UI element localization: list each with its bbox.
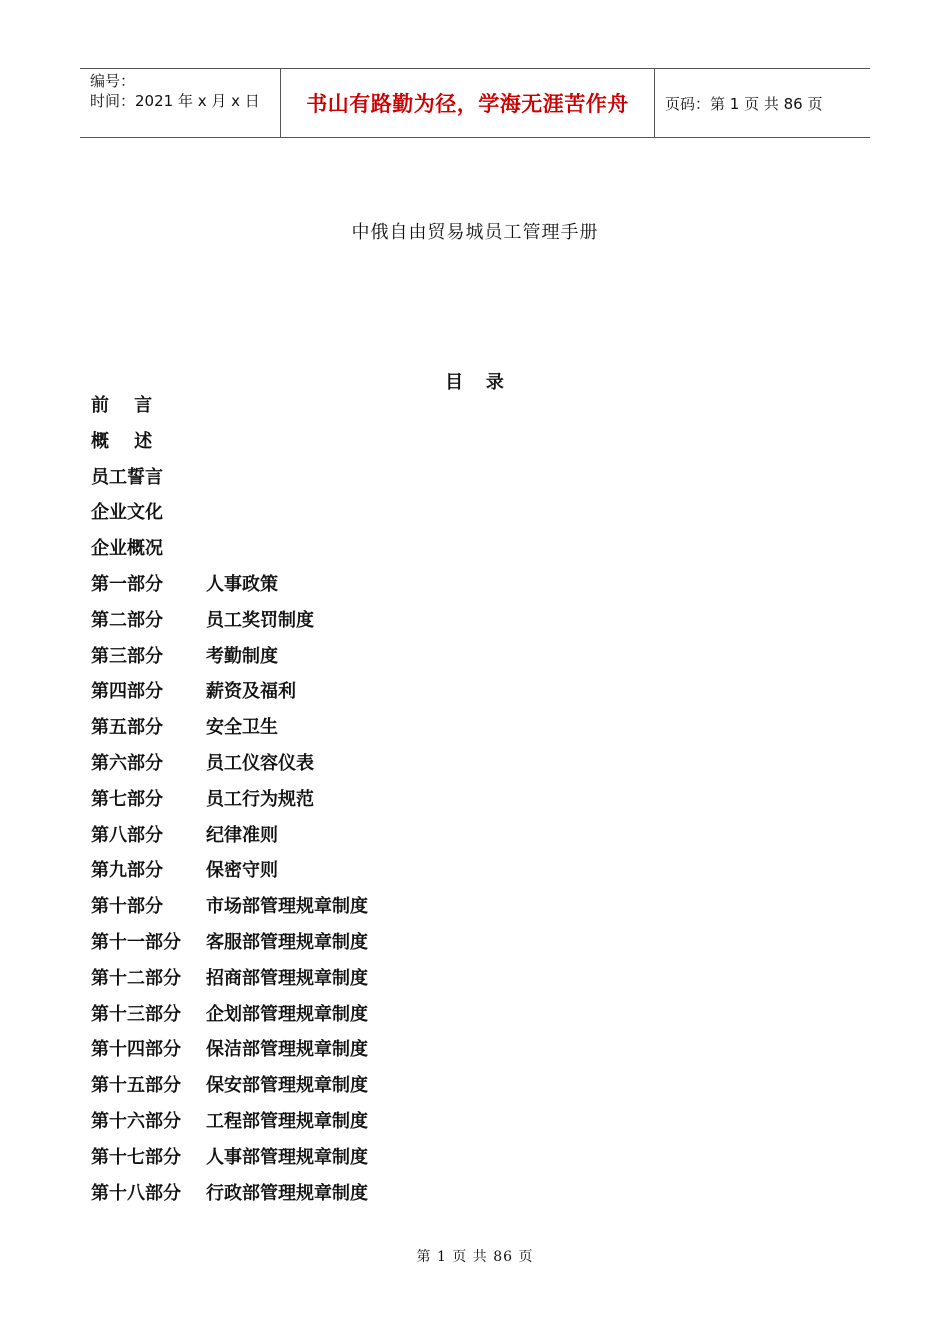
header-meta-cell xyxy=(80,69,281,137)
toc-item-part: 概 述 xyxy=(91,430,153,452)
toc-item-name: 企划部管理规章制度 xyxy=(206,1003,368,1025)
toc-item-part: 第七部分 xyxy=(91,788,163,810)
toc-item xyxy=(91,1180,368,1216)
toc-item-name: 人事政策 xyxy=(206,573,278,595)
toc-item-name: 纪律准则 xyxy=(206,824,278,846)
toc-item-name: 保密守则 xyxy=(206,860,278,882)
toc-item xyxy=(91,392,368,428)
toc-item xyxy=(91,1108,368,1144)
toc-item xyxy=(91,607,368,643)
toc-item-name: 员工行为规范 xyxy=(206,788,314,810)
toc-item-name: 工程部管理规章制度 xyxy=(206,1110,368,1132)
toc-item xyxy=(91,643,368,679)
toc-item-part: 第六部分 xyxy=(91,752,163,774)
toc-item-name: 招商部管理规章制度 xyxy=(206,967,368,989)
toc-list xyxy=(91,392,368,1215)
toc-item-part: 第五部分 xyxy=(91,717,163,739)
toc-item-name: 员工仪容仪表 xyxy=(206,752,314,774)
toc-item-name: 保洁部管理规章制度 xyxy=(206,1039,368,1061)
toc-item xyxy=(91,822,368,858)
header-page-cell xyxy=(655,69,870,137)
document-title: 中俄自由贸易城员工管理手册 xyxy=(351,222,599,243)
toc-item-name: 员工奖罚制度 xyxy=(206,609,314,631)
toc-item-name: 考勤制度 xyxy=(206,645,278,667)
toc-item-part: 第十五部分 xyxy=(91,1075,181,1097)
toc-item-name: 客服部管理规章制度 xyxy=(206,931,368,953)
toc-item-name: 保安部管理规章制度 xyxy=(206,1075,368,1097)
toc-item-part: 第十七部分 xyxy=(91,1146,181,1168)
toc-item-part: 第十三部分 xyxy=(91,1003,181,1025)
toc-item-part: 第十六部分 xyxy=(91,1110,181,1132)
toc-item xyxy=(91,893,368,929)
footer-page-text: 第 1 页 共 86 页 xyxy=(416,1249,534,1265)
toc-item-part: 企业概况 xyxy=(91,538,163,560)
toc-item-name: 人事部管理规章制度 xyxy=(206,1146,368,1168)
toc-item-name: 安全卫生 xyxy=(206,717,278,739)
header-table xyxy=(80,68,870,138)
motto: 书山有路勤为径，学海无涯苦作舟 xyxy=(306,92,629,116)
toc-item xyxy=(91,571,368,607)
toc-item xyxy=(91,464,368,500)
toc-item-part: 第二部分 xyxy=(91,609,163,631)
toc-item xyxy=(91,1144,368,1180)
toc-item xyxy=(91,750,368,786)
toc-item-part: 第十二部分 xyxy=(91,967,181,989)
toc-item-part: 员工誓言 xyxy=(91,466,163,488)
toc-item-part: 企业文化 xyxy=(91,502,163,524)
toc-item-part: 第一部分 xyxy=(91,573,163,595)
toc-item xyxy=(91,929,368,965)
toc-item xyxy=(91,1001,368,1037)
page-footer xyxy=(0,1246,950,1266)
toc-item xyxy=(91,714,368,750)
code-label: 编号： xyxy=(90,72,136,90)
page-info: 页码：第 1 页 共 86 页 xyxy=(665,94,823,113)
toc-item-part: 第三部分 xyxy=(91,645,163,667)
toc-item xyxy=(91,1036,368,1072)
toc-item-part: 第九部分 xyxy=(91,860,163,882)
toc-item-part: 第八部分 xyxy=(91,824,163,846)
toc-item-part: 前 言 xyxy=(91,395,153,416)
toc-item xyxy=(91,535,368,571)
toc-item xyxy=(91,678,368,714)
toc-item-name: 行政部管理规章制度 xyxy=(206,1182,368,1204)
toc-item xyxy=(91,1072,368,1108)
toc-item xyxy=(91,499,368,535)
header-motto-cell xyxy=(281,69,655,137)
toc-item-part: 第十八部分 xyxy=(91,1182,181,1204)
toc-item-name: 市场部管理规章制度 xyxy=(206,896,368,918)
toc-item-part: 第十部分 xyxy=(91,896,163,918)
toc-item xyxy=(91,857,368,893)
toc-item xyxy=(91,965,368,1001)
toc-item xyxy=(91,786,368,822)
toc-item-part: 第十一部分 xyxy=(91,931,181,953)
toc-item-part: 第四部分 xyxy=(91,681,163,703)
toc-title: 目 录 xyxy=(445,372,505,393)
time-label: 时间：2021 年 x 月 x 日 xyxy=(90,92,260,110)
toc-item-name: 薪资及福利 xyxy=(206,681,296,703)
toc-item-part: 第十四部分 xyxy=(91,1039,181,1061)
toc-item xyxy=(91,428,368,464)
